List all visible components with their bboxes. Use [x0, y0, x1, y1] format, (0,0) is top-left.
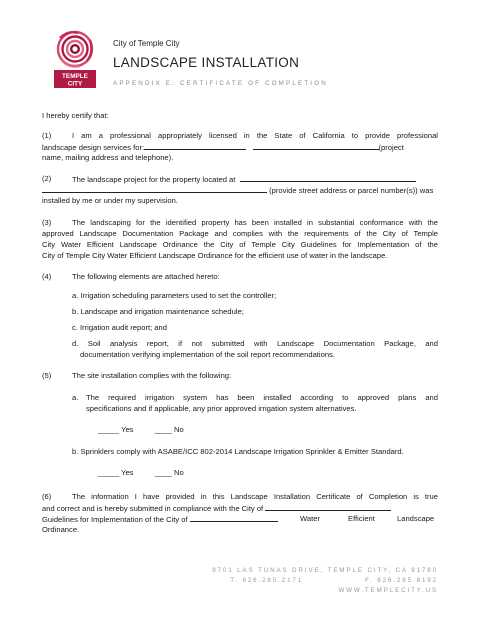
intro-text: I hereby certify that:: [42, 111, 109, 120]
section-5-item-a-label: a.: [72, 393, 79, 402]
temple-city-logo: [54, 28, 96, 88]
section-4-item-c: c. Irrigation audit report; and: [72, 323, 167, 332]
footer-contact: [230, 577, 438, 584]
footer-phone: T. 626.285.2171: [230, 577, 304, 584]
rose-logo-icon: [54, 28, 96, 88]
section-6-word-landscape: Landscape: [397, 514, 435, 523]
section-4-item-a: a. Irrigation scheduling parameters used to set the controller;: [72, 291, 277, 300]
document-subtitle: APPENDIX E: CERTIFICATE OF COMPLETION: [113, 80, 328, 87]
footer-website[interactable]: WWW.TEMPLECITY.US: [338, 587, 438, 594]
section-3-number: (3): [42, 218, 52, 227]
section-4-item-d-line-2: documentation verifying implementation of the soil report recommendations.: [80, 350, 335, 359]
section-1-label: landscape design services for:: [42, 143, 145, 152]
section-5-item-b: b. Sprinklers comply with ASABE/ICC 802-2014 Landscape Irrigation Sprinkler & Emitter Standard.: [72, 447, 404, 456]
project-name-blank[interactable]: [144, 141, 246, 150]
section-2-instruction: (provide street address or parcel number(s)) was: [269, 186, 434, 195]
section-1-line-3: name, mailing address and telephone).: [42, 153, 174, 162]
section-3-line-2: approved Landscape Documentation Package and complies with the requirements of the City of Temple: [42, 229, 438, 238]
section-6-number: (6): [42, 492, 52, 501]
section-2-number: (2): [42, 174, 52, 183]
yes-option-b[interactable]: _____ Yes: [98, 468, 134, 477]
section-4-heading: The following elements are attached hereto:: [72, 272, 220, 281]
section-1-line-1: I am a professional appropriately licensed in the State of California to provide professional: [72, 131, 438, 140]
section-6-guidelines: Guidelines for Implementation of the City of: [42, 515, 188, 524]
city-name-blank[interactable]: [265, 502, 391, 511]
org-name: City of Temple City: [113, 39, 180, 48]
section-5-item-a-line-2: specifications and if applicable, any prior approved irrigation system alternatives.: [86, 404, 357, 413]
section-5-heading: The site installation complies with the following:: [72, 371, 232, 380]
property-location-blank-2[interactable]: [42, 184, 267, 193]
section-2-label: The landscape project for the property located at: [72, 175, 236, 184]
section-6-line-4: Ordinance.: [42, 525, 80, 534]
section-5-item-a-line-1: The required irrigation system has been installed according to approved plans and: [86, 393, 438, 402]
section-2-line-3: installed by me or under my supervision.: [42, 196, 178, 205]
section-4-item-d-line-1: d. Soil analysis report, if not submitted with Landscape Documentation Package, and: [72, 339, 438, 348]
section-3-line-3: City Water Efficient Landscape Ordinance the City of Temple City Guidelines for Implementation of the: [42, 240, 438, 249]
footer-address: 9701 LAS TUNAS DRIVE, TEMPLE CITY, CA 91780: [212, 567, 438, 574]
property-location-blank[interactable]: [240, 173, 416, 182]
document-title: LANDSCAPE INSTALLATION: [113, 55, 300, 70]
section-1-number: (1): [42, 131, 52, 140]
no-option-a[interactable]: ____ No: [155, 425, 184, 434]
footer-fax: F. 626.285.8192: [365, 577, 438, 584]
section-5-number: (5): [42, 371, 52, 380]
section-6-text: and correct and is hereby submitted in compliance with the City of: [42, 504, 264, 513]
section-1-label-end: (project: [378, 143, 404, 152]
section-6-word-water: Water: [300, 514, 320, 523]
logo-text-city: CITY: [67, 80, 83, 88]
section-4-item-b: b. Landscape and irrigation maintenance schedule;: [72, 307, 244, 316]
section-3-line-4: City of Temple City Water Efficient Landscape Ordinance for the efficient use of water in the landscape.: [42, 251, 388, 260]
section-6-word-efficient: Efficient: [348, 514, 375, 523]
project-address-blank[interactable]: [253, 141, 379, 150]
no-option-b[interactable]: ____ No: [155, 468, 184, 477]
yes-option-a[interactable]: _____ Yes: [98, 425, 134, 434]
section-4-number: (4): [42, 272, 52, 281]
city-name-blank-2[interactable]: [190, 513, 278, 522]
logo-text-temple: TEMPLE: [62, 73, 88, 80]
section-3-line-1: The landscaping for the identified property has been installed in substantial conformance with the: [72, 218, 438, 227]
section-6-line-1: The information I have provided in this Landscape Installation Certificate of Completion is true: [72, 492, 438, 501]
